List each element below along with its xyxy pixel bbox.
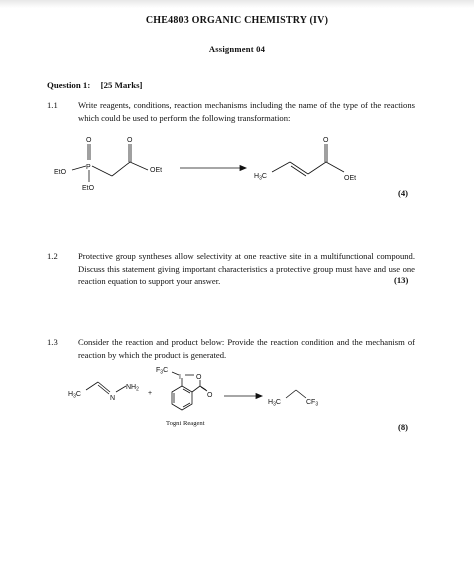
q1-1-reaction-scheme [50,132,370,204]
product-cf3: $CF_3$ [306,399,319,408]
crotonate-product [272,144,344,176]
reactant-o-top: O [86,137,92,144]
hydrazone-n: N [110,395,116,402]
togni-i: I [179,374,181,381]
course-title: CHE4803 ORGANIC CHEMISTRY (IV) [145,15,329,26]
reactant-o-carbonyl: O [127,137,133,144]
q1-3-reaction-scheme [60,362,340,424]
togni-f3c: $F_3C$ [156,367,169,376]
q1-2-number: 1.2 [47,251,58,261]
q1-3-marks: (8) [398,422,409,432]
trifluoropropane-product [286,390,306,398]
question-total-marks: [25 Marks] [100,80,143,90]
reactant-eto-left: EtO [54,169,67,176]
hydrazone-nh2: $NH_2$ [126,384,139,393]
phosphonate-reactant [72,144,148,182]
q1-2-marks: (13) [394,275,409,285]
q1-3-text: Consider the reaction and product below: Provide the reaction condition and the mechanism of reaction by which the product is generated. [78,337,415,360]
togni-reagent-caption: Togni Reagent [166,420,205,427]
q1-2-text: Protective group syntheses allow selectivity at one reactive site in a multifunctional compound. Discuss this statement giving important characteristics a protective group must have and use one reaction equation to support your answer. [78,251,415,286]
togni-o-carbonyl: O [207,392,213,399]
reaction-arrow-1 [180,166,246,171]
reaction-arrow-2 [224,394,262,399]
togni-o-ring: O [196,374,202,381]
togni-reagent [172,372,207,410]
q1-3-number: 1.3 [47,337,58,347]
reactant-p: P [86,164,91,171]
product-oet: OEt [344,175,357,182]
q1-1-text: Write reagents, conditions, reaction mechanisms including the name of the type of the reactions which could be used to perform the following transformation: [78,100,415,123]
question-heading [47,80,142,90]
q1-1-number: 1.1 [47,100,58,110]
product-o: O [323,137,329,144]
question-label: Question 1: [47,80,91,90]
hydrazone-reactant [86,382,126,394]
q1-1-marks: (4) [398,188,409,198]
assignment-title: Assignment 04 [208,44,266,54]
product-h3c: $H_3C$ [254,173,267,182]
reactant-oet: OEt [150,167,163,174]
hydrazone-h3c: $H_3C$ [68,391,81,400]
product-h3c-2: $H_3C$ [268,399,281,408]
plus-sign: + [148,390,153,397]
reactant-eto-bottom: EtO [82,185,95,192]
top-shadow [0,0,474,8]
